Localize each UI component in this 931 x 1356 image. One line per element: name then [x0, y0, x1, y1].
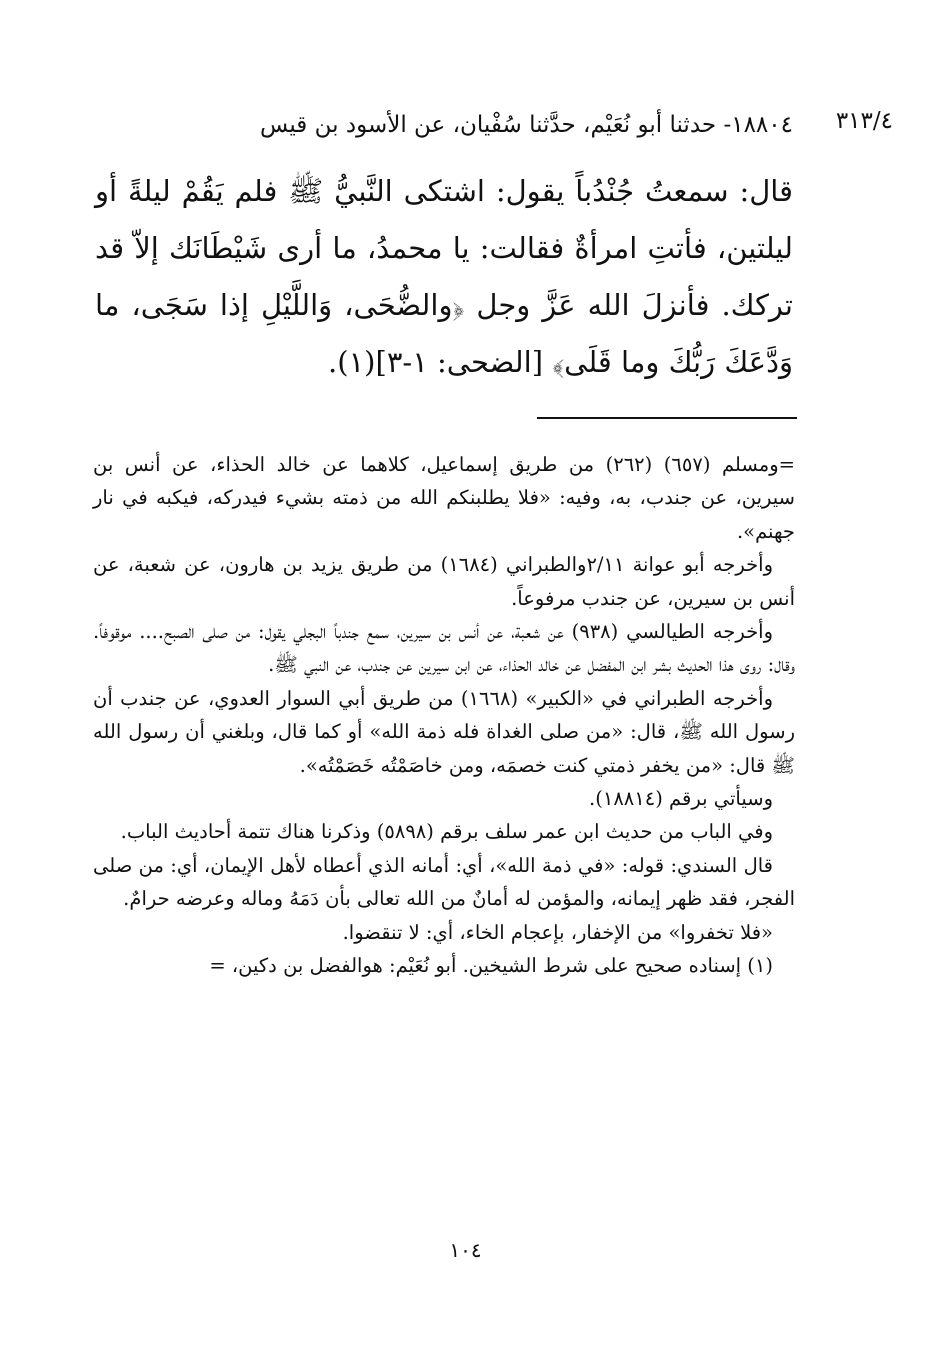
- footnote-paragraph: =ومسلم (٦٥٧) (٢٦٢) من طريق إسماعيل، كلاهما عن خالد الحذاء، عن أنس بن سيرين، عن جندب، به، وفيه: «فلا يطلبنكم الله من ذمته بشيء فيدركه، فيكبه في نار جهنم».: [93, 453, 795, 543]
- footnote-paragraph: وفي الباب من حديث ابن عمر سلف برقم (٥٨٩٨) وذكرنا هناك تتمة أحاديث الباب.: [120, 820, 773, 844]
- footnote-paragraph: «فلا تخفروا» من الإخفار، بإعجام الخاء، أي: لا تنقضوا.: [342, 920, 773, 944]
- footnote-paragraph: وأخرجه الطبراني في «الكبير» (١٦٦٨) من طريق أبي السوار العدوي، عن جندب أن رسول الله ﷺ، قال: «من صلى الغداة فله ذمة الله» أو كما قال، وبلغني أن رسول الله ﷺ قال: «من يخفر ذمتي كنت خصمَه، ومن خاصَمْتُه خَصَمْتُه».: [93, 686, 795, 777]
- hadith-body: قال: سمعتُ جُنْدُباً يقول: اشتكى النَّبيُّ ﷺ فلم يَقُمْ ليلةً أو ليلتين، فأتتِ امرأةٌ فقالت: يا محمدُ، ما أرى شَيْطَانَك إلاّ قد تركك. فأنزلَ الله عَزَّ وجل ﴿والضُّحَى، وَاللَّيْلِ إذا سَجَى، ما وَدَّعَكَ رَبُّكَ وما قَلَى﴾ [الضحى: ١-٣](١).: [95, 174, 793, 379]
- hadith-chain: ١٨٨٠٤- حدثنا أبو نُعَيْم، حدَّثنا سُفْيان، عن الأسود بن قيس: [260, 112, 793, 138]
- footnote-divider: [537, 417, 797, 419]
- volume-reference: ٣١٣/٤: [835, 108, 893, 134]
- footnote-paragraph: قال السندي: قوله: «في ذمة الله»، أي: أمانه الذي أعطاه لأهل الإيمان، أي: من صلى الفجر، فقد ظهر إيمانه، والمؤمن له أمانٌ من الله تعالى بأن دَمَهُ وماله وعرضه حرامٌ.: [93, 853, 795, 911]
- footnote-paragraph: وسيأتي برقم (١٨٨١٤).: [589, 787, 773, 811]
- footnote-paragraph: وأخرجه أبو عوانة ٢/١١والطبراني (١٦٨٤) من طريق يزيد بن هارون، عن شعبة، عن أنس بن سيرين، عن جندب مرفوعاً.: [93, 553, 795, 610]
- footnote-paragraph: (١) إسناده صحيح على شرط الشيخين. أبو نُعَيْم: هوالفضل بن دكين، =: [209, 954, 773, 978]
- footnote-paragraph: وأخرجه الطيالسي (٩٣٨) عن شعبة، عن أنس بن سيرين، سمع جندباً البجلي يقول: من صلى الصبح.... موقوفاً. وقال: روى هذا الحديث بشر ابن المفضل عن خالد الحذاء، عن ابن سيرين عن جندب، عن النبي ﷺ.: [93, 620, 795, 677]
- page-number: ١٠٤: [449, 1238, 482, 1262]
- footnotes: [93, 448, 795, 983]
